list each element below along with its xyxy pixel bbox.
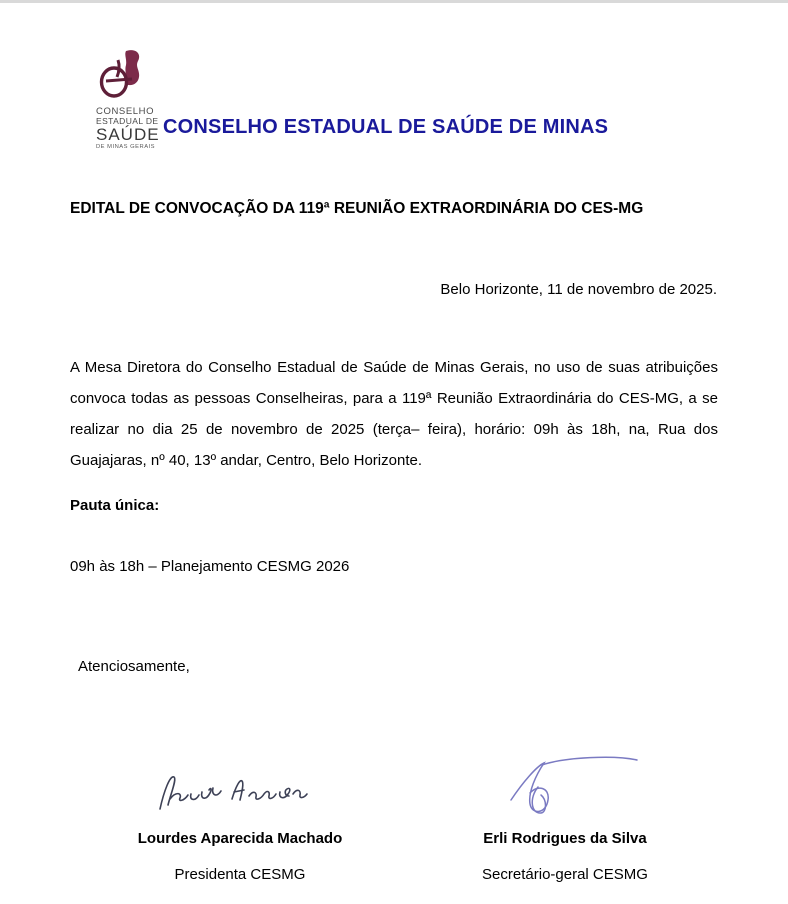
viewer-top-edge [0,0,788,3]
body-paragraph: A Mesa Diretora do Conselho Estadual de Saúde de Minas Gerais, no uso de suas atribuições convoca todas as pessoas Conselheiras, para a 119ª Reunião Extraordinária do CES-MG, a se realizar no dia 25 de novembro de 2025 (terça– feira), horário: 09h às 18h, na, Rua dos Guajajaras, nº 40, 13º andar, Centro, Belo Horizonte. [70,359,718,469]
logo-text-line4: DE MINAS GERAIS [96,143,156,150]
signer-name-left: Lourdes Aparecida Machado [137,830,343,847]
signer-name-right: Erli Rodrigues da Silva [483,830,647,847]
agenda-item: 09h às 18h – Planejamento CESMG 2026 [70,558,350,575]
closing-salutation: Atenciosamente, [78,658,190,675]
date-line: Belo Horizonte, 11 de novembro de 2025. [440,281,717,298]
cesmg-emblem-icon [98,50,150,106]
signer-role-right: Secretário-geral CESMG [482,866,648,883]
agenda-label: Pauta única: [70,497,160,514]
logo-text-line2: ESTADUAL DE [96,115,159,126]
signer-role-left: Presidenta CESMG [174,866,306,883]
signature-handwriting-left-icon [152,763,312,815]
logo-text-line1: CONSELHO [96,106,155,117]
signature-handwriting-right-icon [483,748,647,826]
logo-text-line3: SAÚDE [96,124,160,144]
edital-heading: EDITAL DE CONVOCAÇÃO DA 119ª REUNIÃO EXTRAORDINÁRIA DO CES-MG [70,200,644,217]
organization-title: CONSELHO ESTADUAL DE SAÚDE DE MINAS [163,116,609,138]
